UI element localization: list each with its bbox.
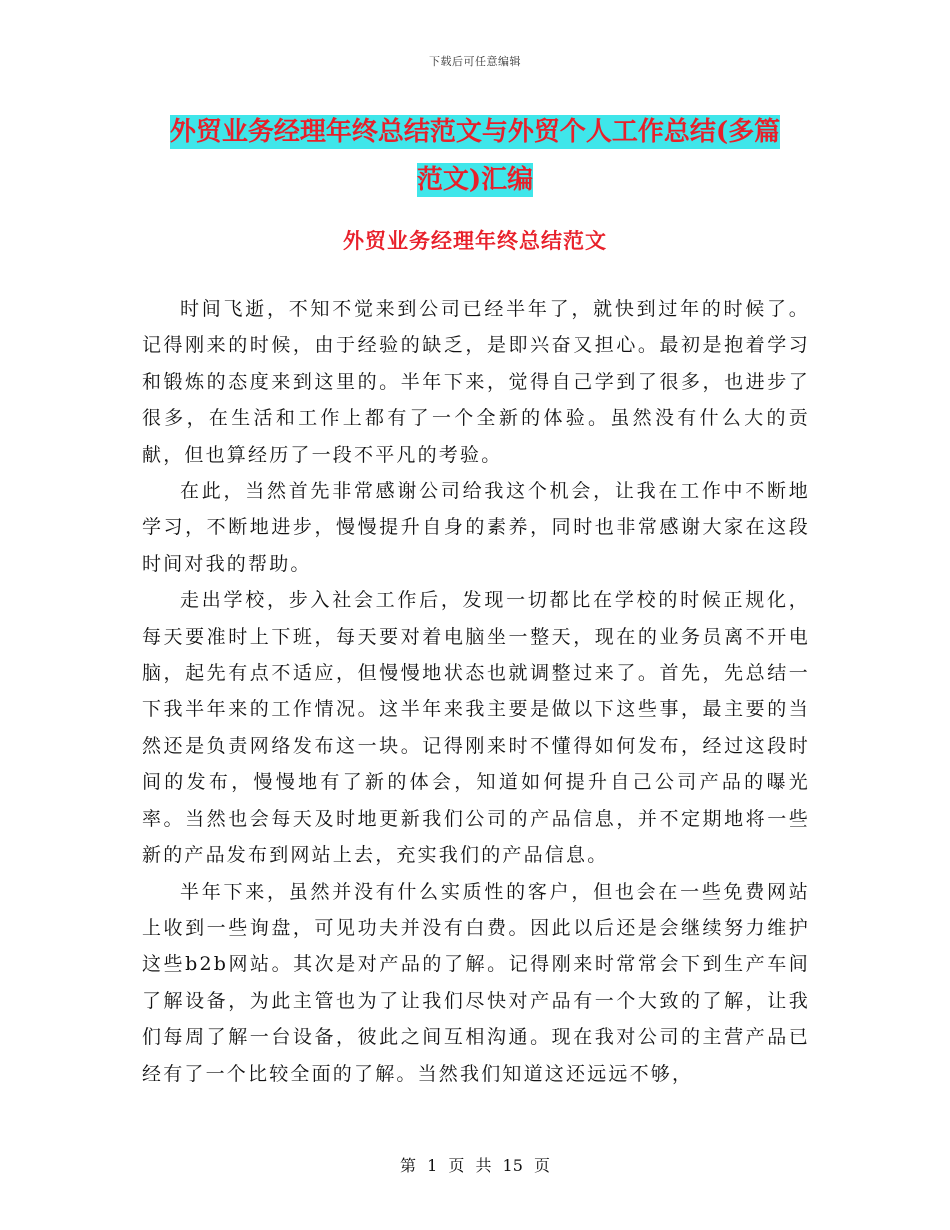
document-title: [140, 108, 810, 204]
paragraph: 在此，当然首先非常感谢公司给我这个机会，让我在工作中不断地学习，不断地进步，慢慢提升自身的素养，同时也非常感谢大家在这段时间对我的帮助。: [142, 480, 810, 575]
paragraph: 时间飞逝，不知不觉来到公司已经半年了，就快到过年的时候了。记得刚来的时候，由于经验的缺乏，是即兴奋又担心。最初是抱着学习和锻炼的态度来到这里的。半年下来，觉得自己学到了很多，也进步了很多，在生活和工作上都有了一个全新的体验。虽然没有什么大的贡献，但也算经历了一段不平凡的考验。: [142, 298, 810, 466]
page-number-footer: 第 1 页 共 15 页: [400, 1156, 550, 1175]
paragraph: 走出学校，步入社会工作后，发现一切都比在学校的时候正规化，每天要准时上下班，每天要对着电脑坐一整天，现在的业务员离不开电脑，起先有点不适应，但慢慢地状态也就调整过来了。首先，先总结一下我半年来的工作情况。这半年来我主要是做以下这些事，最主要的当然还是负责网络发布这一块。记得刚来时不懂得如何发布，经过这段时间的发布，慢慢地有了新的体会，知道如何提升自己公司产品的曝光率。当然也会每天及时地更新我们公司的产品信息，并不定期地将一些新的产品发布到网站上去，充实我们的产品信息。: [142, 589, 810, 867]
page-header-note: 下载后可任意编辑: [429, 55, 521, 68]
document-body: [142, 291, 810, 1092]
document-title-line-2: 范文)汇编: [416, 165, 534, 195]
section-title: 外贸业务经理年终总结范文: [343, 228, 607, 253]
document-title-line-1: 外贸业务经理年终总结范文与外贸个人工作总结(多篇: [169, 117, 781, 147]
paragraph: 半年下来，虽然并没有什么实质性的客户，但也会在一些免费网站上收到一些询盘，可见功夫并没有白费。因此以后还是会继续努力维护这些b2b网站。其次是对产品的了解。记得刚来时常常会下到生产车间了解设备，为此主管也为了让我们尽快对产品有一个大致的了解，让我们每周了解一台设备，彼此之间互相沟通。现在我对公司的主营产品已经有了一个比较全面的了解。当然我们知道这还远远不够，: [142, 880, 810, 1085]
